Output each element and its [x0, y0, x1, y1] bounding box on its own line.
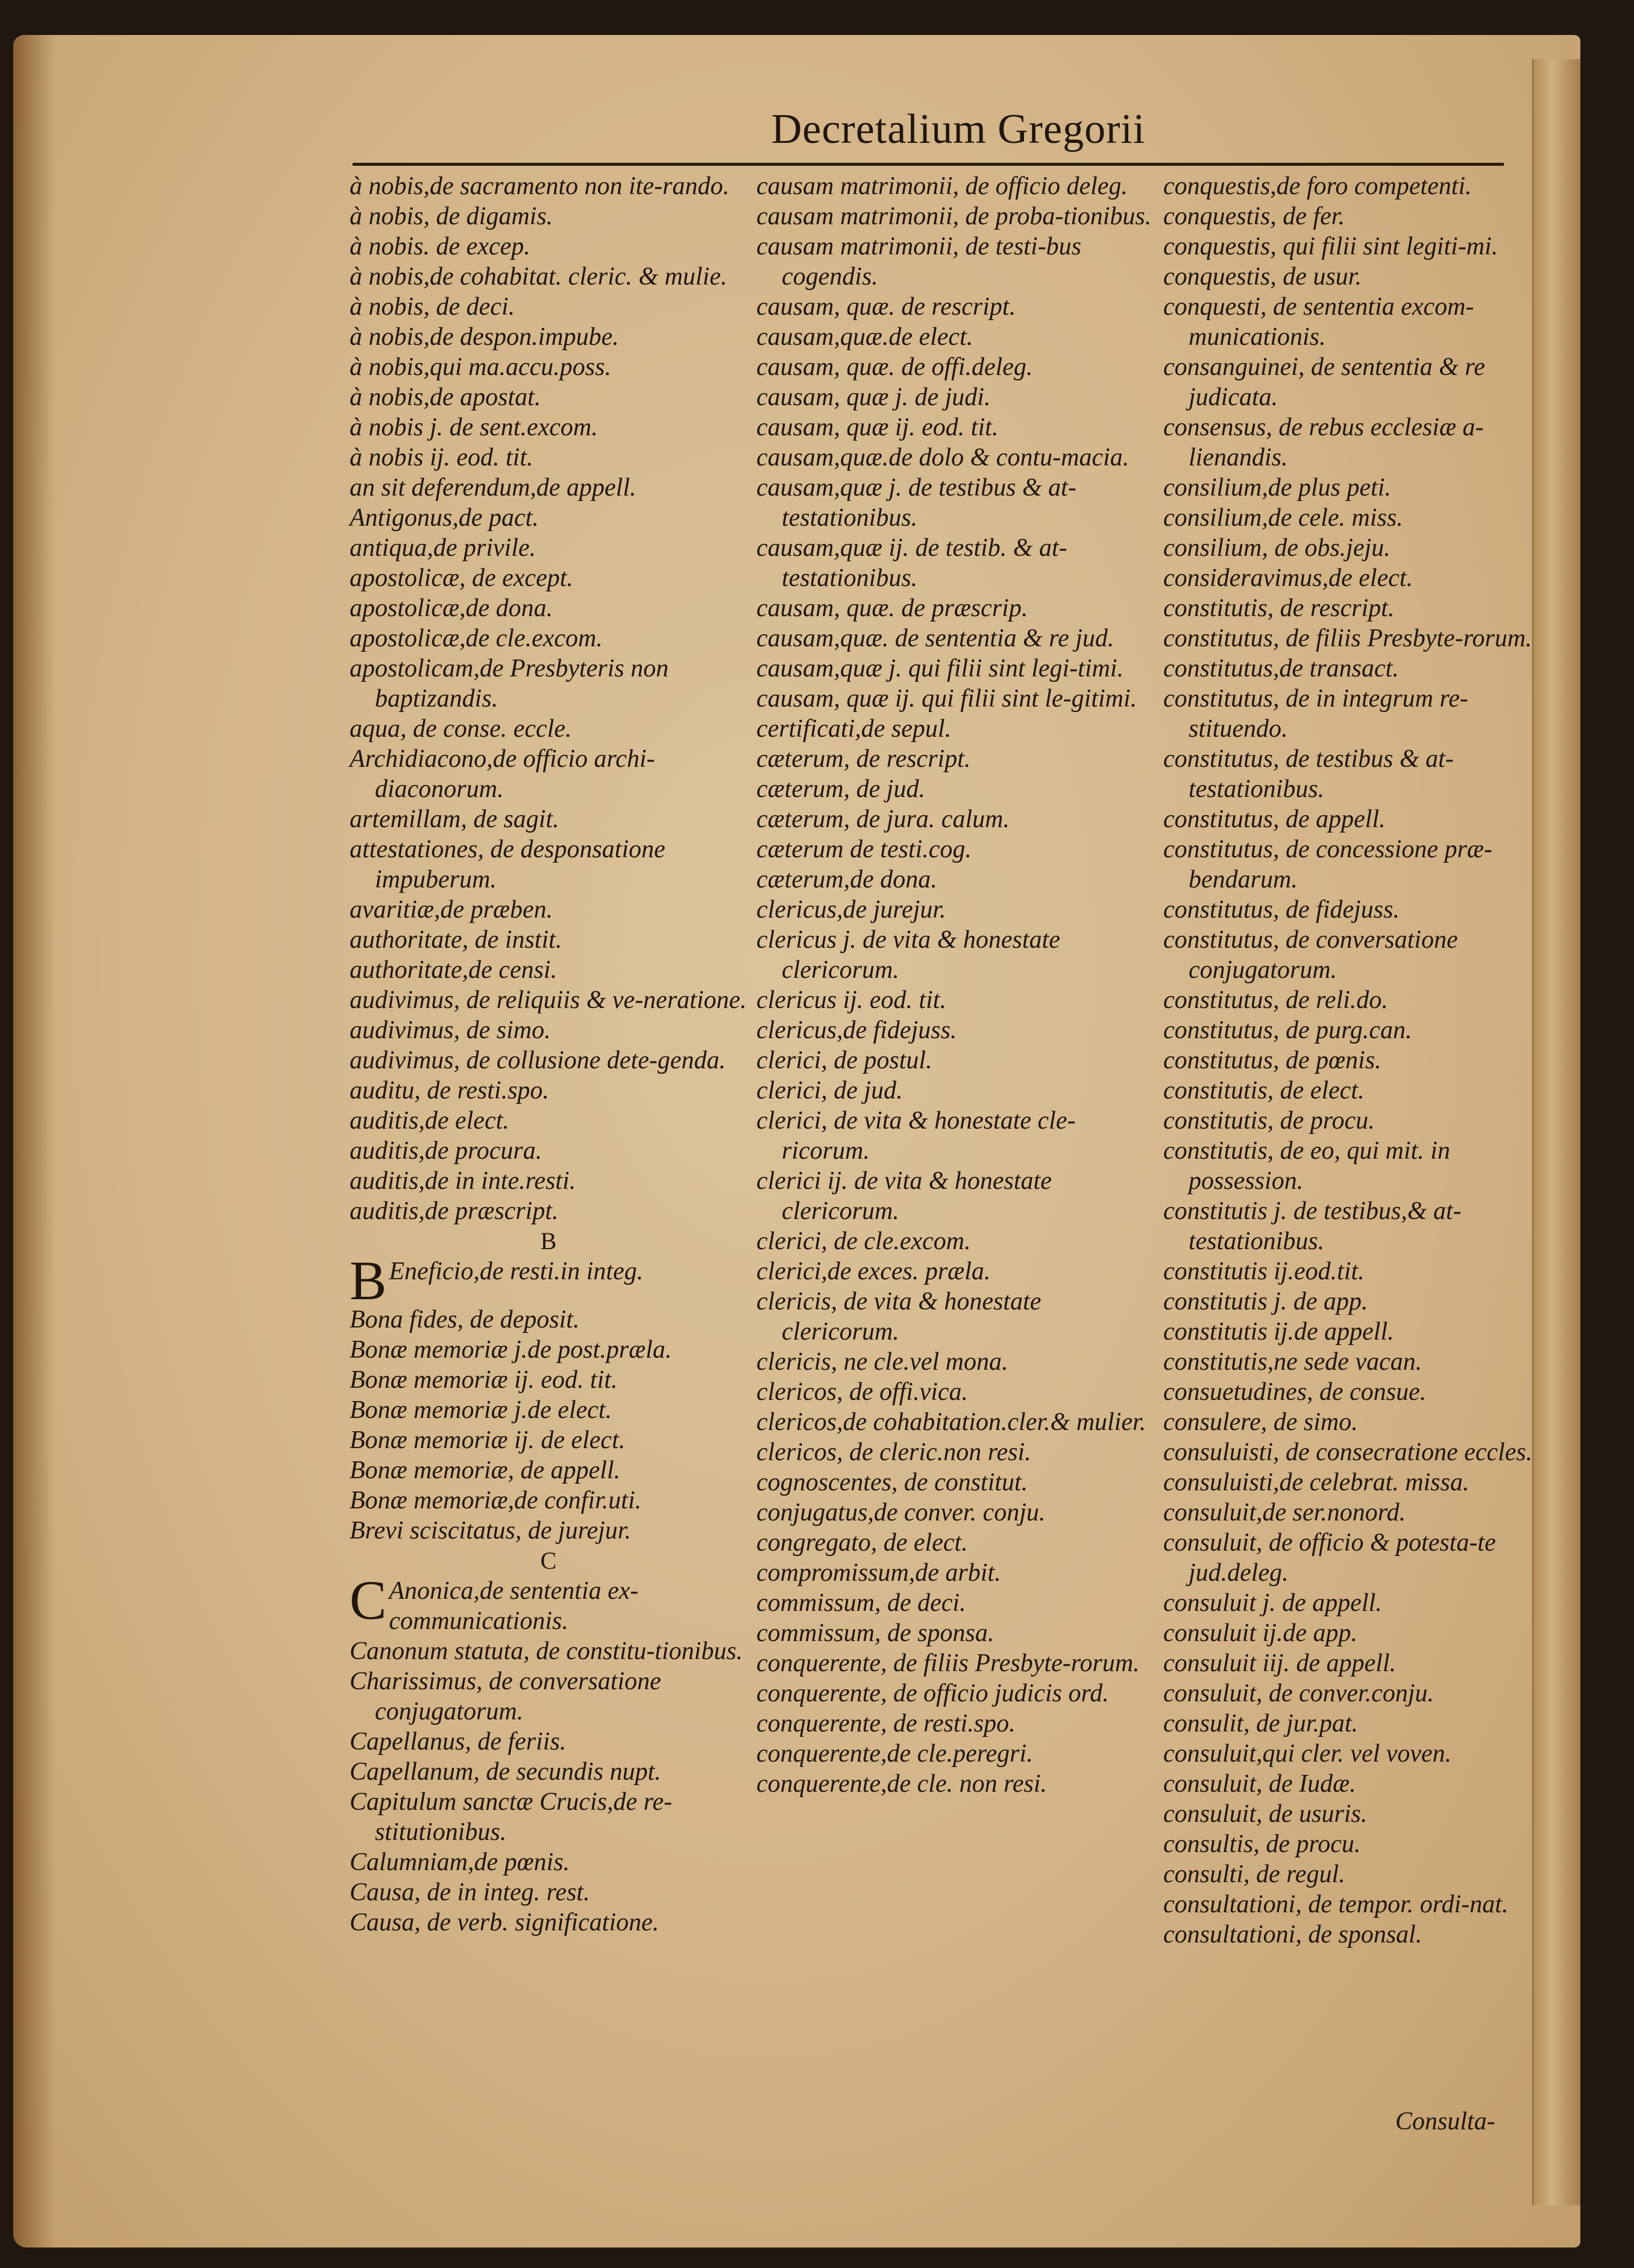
index-entry: consultis, de procu. — [1163, 1830, 1361, 1858]
index-entry: constitutus,de transact. — [1163, 655, 1399, 682]
running-head: Decretalium Gregorii — [771, 106, 1146, 153]
index-entry: consanguinei, de sententia & re judicata. — [1163, 353, 1485, 411]
index-entry: Bonæ memoriæ j.de post.præla. — [350, 1336, 672, 1364]
index-entry: Bonæ memoriæ,de confir.uti. — [350, 1487, 642, 1514]
index-entry: aqua, de conse. eccle. — [350, 715, 572, 743]
index-entry: à nobis j. de sent.excom. — [350, 414, 598, 441]
index-entry: clerici, de vita & honestate cle-ricorum. — [756, 1107, 1076, 1165]
index-entry-initial — [350, 1569, 747, 1636]
index-entry: conquerente, de filiis Presbyte-rorum. — [756, 1649, 1140, 1677]
index-entry: clericus j. de vita & honestate clericorum. — [756, 926, 1060, 984]
drop-capital: C — [350, 1569, 387, 1631]
index-entry: Bonæ memoriæ ij. de elect. — [350, 1426, 626, 1454]
index-entry: audivimus, de simo. — [350, 1016, 551, 1044]
index-entry: consuetudines, de consue. — [1163, 1378, 1427, 1406]
index-entry: Capellanus, de feriis. — [350, 1728, 567, 1756]
index-entry: causam,quæ. de sententia & re jud. — [756, 625, 1114, 652]
index-entry: avaritiæ,de præben. — [350, 896, 553, 924]
index-entry: Canonum statuta, de constitu-tionibus. — [350, 1637, 743, 1665]
index-entry: antiqua,de privile. — [350, 534, 536, 562]
index-entry: consuluit, de officio & potesta-te jud.deleg. — [1163, 1529, 1496, 1587]
index-entry: constitutus, de concessione præ-bendarum. — [1163, 836, 1492, 893]
index-entry: auditis,de elect. — [350, 1107, 509, 1135]
index-entry: certificati,de sepul. — [756, 715, 952, 743]
index-entry: artemillam, de sagit. — [350, 805, 559, 833]
index-entry: consilium, de obs.jeju. — [1163, 534, 1390, 562]
index-entry: Calumniam,de pœnis. — [350, 1848, 570, 1876]
index-entry: cæterum de testi.cog. — [756, 836, 972, 863]
index-entry: à nobis,de despon.impube. — [350, 323, 619, 351]
index-entry: causam matrimonii, de testi-bus cogendis. — [756, 233, 1081, 291]
index-entry: Archidiacono,de officio archi-diaconorum. — [350, 745, 655, 803]
index-entry: consilium,de cele. miss. — [1163, 504, 1403, 532]
index-entry: congregato, de elect. — [756, 1529, 968, 1557]
index-entry: clericis, de vita & honestate clericorum. — [756, 1288, 1042, 1346]
index-entry: conquerente, de resti.spo. — [756, 1710, 1016, 1737]
index-entry: causam,quæ j. qui filii sint legi-timi. — [756, 655, 1123, 682]
index-entry: cæterum, de rescript. — [756, 745, 971, 773]
index-entry: conquesti, de sententia excom-municationis. — [1163, 293, 1474, 351]
index-entry: conquerente,de cle.peregri. — [756, 1740, 1033, 1768]
index-entry: Capellanum, de secundis nupt. — [350, 1758, 661, 1786]
index-entry: Antigonus,de pact. — [350, 504, 539, 532]
index-entry: constitutus, de pœnis. — [1163, 1047, 1381, 1074]
index-entry: causam, quæ ij. qui filii sint le-gitimi. — [756, 685, 1137, 713]
index-entry: consensus, de rebus ecclesiæ a-lienandis. — [1163, 414, 1484, 471]
index-entry: audivimus, de reliquiis & ve-neratione. — [350, 986, 747, 1014]
index-entry: attestationes, de desponsatione impuberum. — [350, 836, 665, 893]
index-entry: clericis, ne cle.vel mona. — [756, 1348, 1008, 1376]
index-entry: apostolicæ,de dona. — [350, 594, 553, 622]
index-entry: constitutus, de reli.do. — [1163, 986, 1388, 1014]
index-entry: clericus,de jurejur. — [756, 896, 946, 924]
index-column-2 — [756, 171, 1154, 1799]
index-entry: cæterum, de jud. — [756, 775, 925, 803]
index-entry: consilium,de plus peti. — [1163, 474, 1391, 502]
index-entry: audivimus, de collusione dete-genda. — [350, 1047, 726, 1074]
index-entry: Bonæ memoriæ j.de elect. — [350, 1396, 612, 1424]
index-entry: causam, quæ. de offi.deleg. — [756, 353, 1033, 381]
index-entry: causam matrimonii, de proba-tionibus. — [756, 203, 1152, 230]
index-entry: constitutus, de testibus & at-testationibus. — [1163, 745, 1454, 803]
catchword: Consulta- — [1395, 2108, 1495, 2135]
index-entry: commissum, de deci. — [756, 1589, 966, 1617]
letter-heading: C — [540, 1547, 557, 1574]
index-entry: clericus,de fidejuss. — [756, 1016, 957, 1044]
index-entry: consulere, de simo. — [1163, 1408, 1358, 1436]
index-entry: conquestis,de foro competenti. — [1163, 172, 1472, 200]
index-entry: conquerente,de cle. non resi. — [756, 1770, 1048, 1798]
index-entry: consultationi, de sponsal. — [1163, 1921, 1422, 1948]
index-entry: constitutis, de rescript. — [1163, 594, 1395, 622]
index-entry: an sit deferendum,de appell. — [350, 474, 636, 502]
index-entry: consuluit ij.de app. — [1163, 1619, 1357, 1647]
index-entry: consulit, de jur.pat. — [1163, 1710, 1359, 1737]
index-entry: à nobis,de sacramento non ite-rando. — [350, 172, 729, 200]
letter-heading: B — [540, 1227, 557, 1255]
index-entry: authoritate,de censi. — [350, 956, 558, 984]
index-entry: conquestis, de usur. — [1163, 263, 1362, 291]
index-entry: constitutus, de conversatione conjugatorum. — [1163, 926, 1458, 984]
index-entry: constitutis ij.de appell. — [1163, 1318, 1394, 1346]
index-entry: consuluit j. de appell. — [1163, 1589, 1382, 1617]
index-column-1 — [350, 171, 747, 1938]
index-entry: causam,quæ.de elect. — [756, 323, 973, 351]
index-entry: clericos,de cohabitation.cler.& mulier. — [756, 1408, 1146, 1436]
index-entry: consuluit iij. de appell. — [1163, 1649, 1397, 1677]
index-entry: clericos, de cleric.non resi. — [756, 1438, 1031, 1466]
index-entry: conquestis, qui filii sint legiti-mi. — [1163, 233, 1498, 260]
index-entry: Causa, de verb. significatione. — [350, 1909, 659, 1936]
index-entry: à nobis. de excep. — [350, 233, 530, 260]
index-entry: constitutis j. de app. — [1163, 1288, 1368, 1315]
index-entry: consuluit, de Iudæ. — [1163, 1770, 1356, 1798]
index-entry: consuluit,de ser.nonord. — [1163, 1499, 1406, 1526]
index-entry: constitutis,ne sede vacan. — [1163, 1348, 1422, 1376]
index-entry: cæterum, de jura. calum. — [756, 805, 1010, 833]
index-entry: consideravimus,de elect. — [1163, 564, 1413, 592]
index-entry: Bonæ memoriæ ij. eod. tit. — [350, 1366, 618, 1394]
index-entry-initial — [350, 1250, 747, 1311]
index-entry: causam, quæ j. de judi. — [756, 383, 991, 411]
index-entry: clerici, de jud. — [756, 1077, 903, 1104]
index-entry: constitutus, de filiis Presbyte-rorum. — [1163, 625, 1532, 652]
header-rule — [353, 163, 1504, 166]
index-entry: causam matrimonii, de officio deleg. — [756, 172, 1128, 200]
index-entry: causam, quæ. de rescript. — [756, 293, 1016, 321]
index-entry: constitutis, de elect. — [1163, 1077, 1365, 1104]
index-entry: Bona fides, de deposit. — [350, 1306, 580, 1334]
index-entry: Causa, de in integ. rest. — [350, 1879, 590, 1906]
index-entry: constitutus, de appell. — [1163, 805, 1386, 833]
index-entry: causam, quæ. de præscrip. — [756, 594, 1028, 622]
index-entry: causam,quæ j. de testibus & at-testationibus. — [756, 474, 1076, 532]
index-entry: consuluisti,de celebrat. missa. — [1163, 1469, 1469, 1496]
index-entry: consuluit, de conver.conju. — [1163, 1680, 1434, 1707]
index-entry: à nobis,de cohabitat. cleric. & mulie. — [350, 263, 727, 291]
index-entry: causam, quæ ij. eod. tit. — [756, 414, 999, 441]
index-entry: à nobis ij. eod. tit. — [350, 444, 533, 471]
index-entry: consulti, de regul. — [1163, 1860, 1345, 1888]
index-entry: constitutis ij.eod.tit. — [1163, 1258, 1365, 1285]
index-entry: commissum, de sponsa. — [756, 1619, 995, 1647]
index-entry: apostolicæ,de cle.excom. — [350, 625, 603, 652]
index-entry: clerici ij. de vita & honestate clericorum. — [756, 1167, 1052, 1225]
index-entry: clerici,de exces. præla. — [756, 1258, 991, 1285]
index-entry: clerici, de cle.excom. — [756, 1227, 971, 1255]
index-entry: authoritate, de instit. — [350, 926, 562, 954]
index-entry: constitutis, de eo, qui mit. in possession. — [1163, 1137, 1450, 1195]
drop-capital: B — [350, 1250, 387, 1311]
index-entry: constitutis j. de testibus,& at-testationibus. — [1163, 1197, 1462, 1255]
index-entry: constitutus, de fidejuss. — [1163, 896, 1400, 924]
index-entry: à nobis,de apostat. — [350, 383, 541, 411]
index-entry: auditis,de procura. — [350, 1137, 542, 1165]
index-entry: clericos, de offi.vica. — [756, 1378, 969, 1406]
index-entry: Bonæ memoriæ, de appell. — [350, 1457, 621, 1484]
index-entry: apostolicam,de Presbyteris non baptizandis. — [350, 655, 669, 713]
index-entry-text: Anonica,de sententia ex-communicationis. — [389, 1577, 639, 1635]
index-entry: consultationi, de tempor. ordi-nat. — [1163, 1891, 1509, 1918]
index-entry: causam,quæ.de dolo & contu-macia. — [756, 444, 1130, 471]
index-entry: conquerente, de officio judicis ord. — [756, 1680, 1109, 1707]
index-entry: consuluisti, de consecratione eccles. — [1163, 1438, 1533, 1466]
index-entry: Charissimus, de conversatione conjugatorum. — [350, 1668, 661, 1725]
index-entry: constitutus, de in integrum re-stituendo. — [1163, 685, 1468, 743]
index-entry: cognoscentes, de constitut. — [756, 1469, 1028, 1496]
index-entry: consuluit,qui cler. vel voven. — [1163, 1740, 1452, 1768]
index-entry: apostolicæ, de except. — [350, 564, 573, 592]
index-entry: conquestis, de fer. — [1163, 203, 1345, 230]
index-entry: cæterum,de dona. — [756, 866, 937, 893]
index-entry: clerici, de postul. — [756, 1047, 932, 1074]
index-entry: consuluit, de usuris. — [1163, 1800, 1368, 1828]
index-entry: conjugatus,de conver. conju. — [756, 1499, 1046, 1526]
index-entry-text: Eneficio,de resti.in integ. — [389, 1258, 644, 1285]
index-entry: à nobis, de deci. — [350, 293, 515, 321]
index-entry: Brevi sciscitatus, de jurejur. — [350, 1517, 631, 1545]
index-entry: Capitulum sanctæ Crucis,de re-stitutionibus. — [350, 1788, 673, 1846]
index-entry: compromissum,de arbit. — [756, 1559, 1001, 1587]
index-column-3 — [1163, 171, 1561, 1950]
index-entry: auditu, de resti.spo. — [350, 1077, 549, 1104]
index-entry: auditis,de præscript. — [350, 1197, 559, 1225]
index-entry: à nobis,qui ma.accu.poss. — [350, 353, 611, 381]
index-entry: constitutis, de procu. — [1163, 1107, 1375, 1135]
index-entry: clericus ij. eod. tit. — [756, 986, 946, 1014]
index-entry: auditis,de in inte.resti. — [350, 1167, 576, 1195]
index-entry: causam,quæ ij. de testib. & at-testationibus. — [756, 534, 1067, 592]
index-entry: constitutus, de purg.can. — [1163, 1016, 1412, 1044]
index-entry: à nobis, de digamis. — [350, 203, 553, 230]
